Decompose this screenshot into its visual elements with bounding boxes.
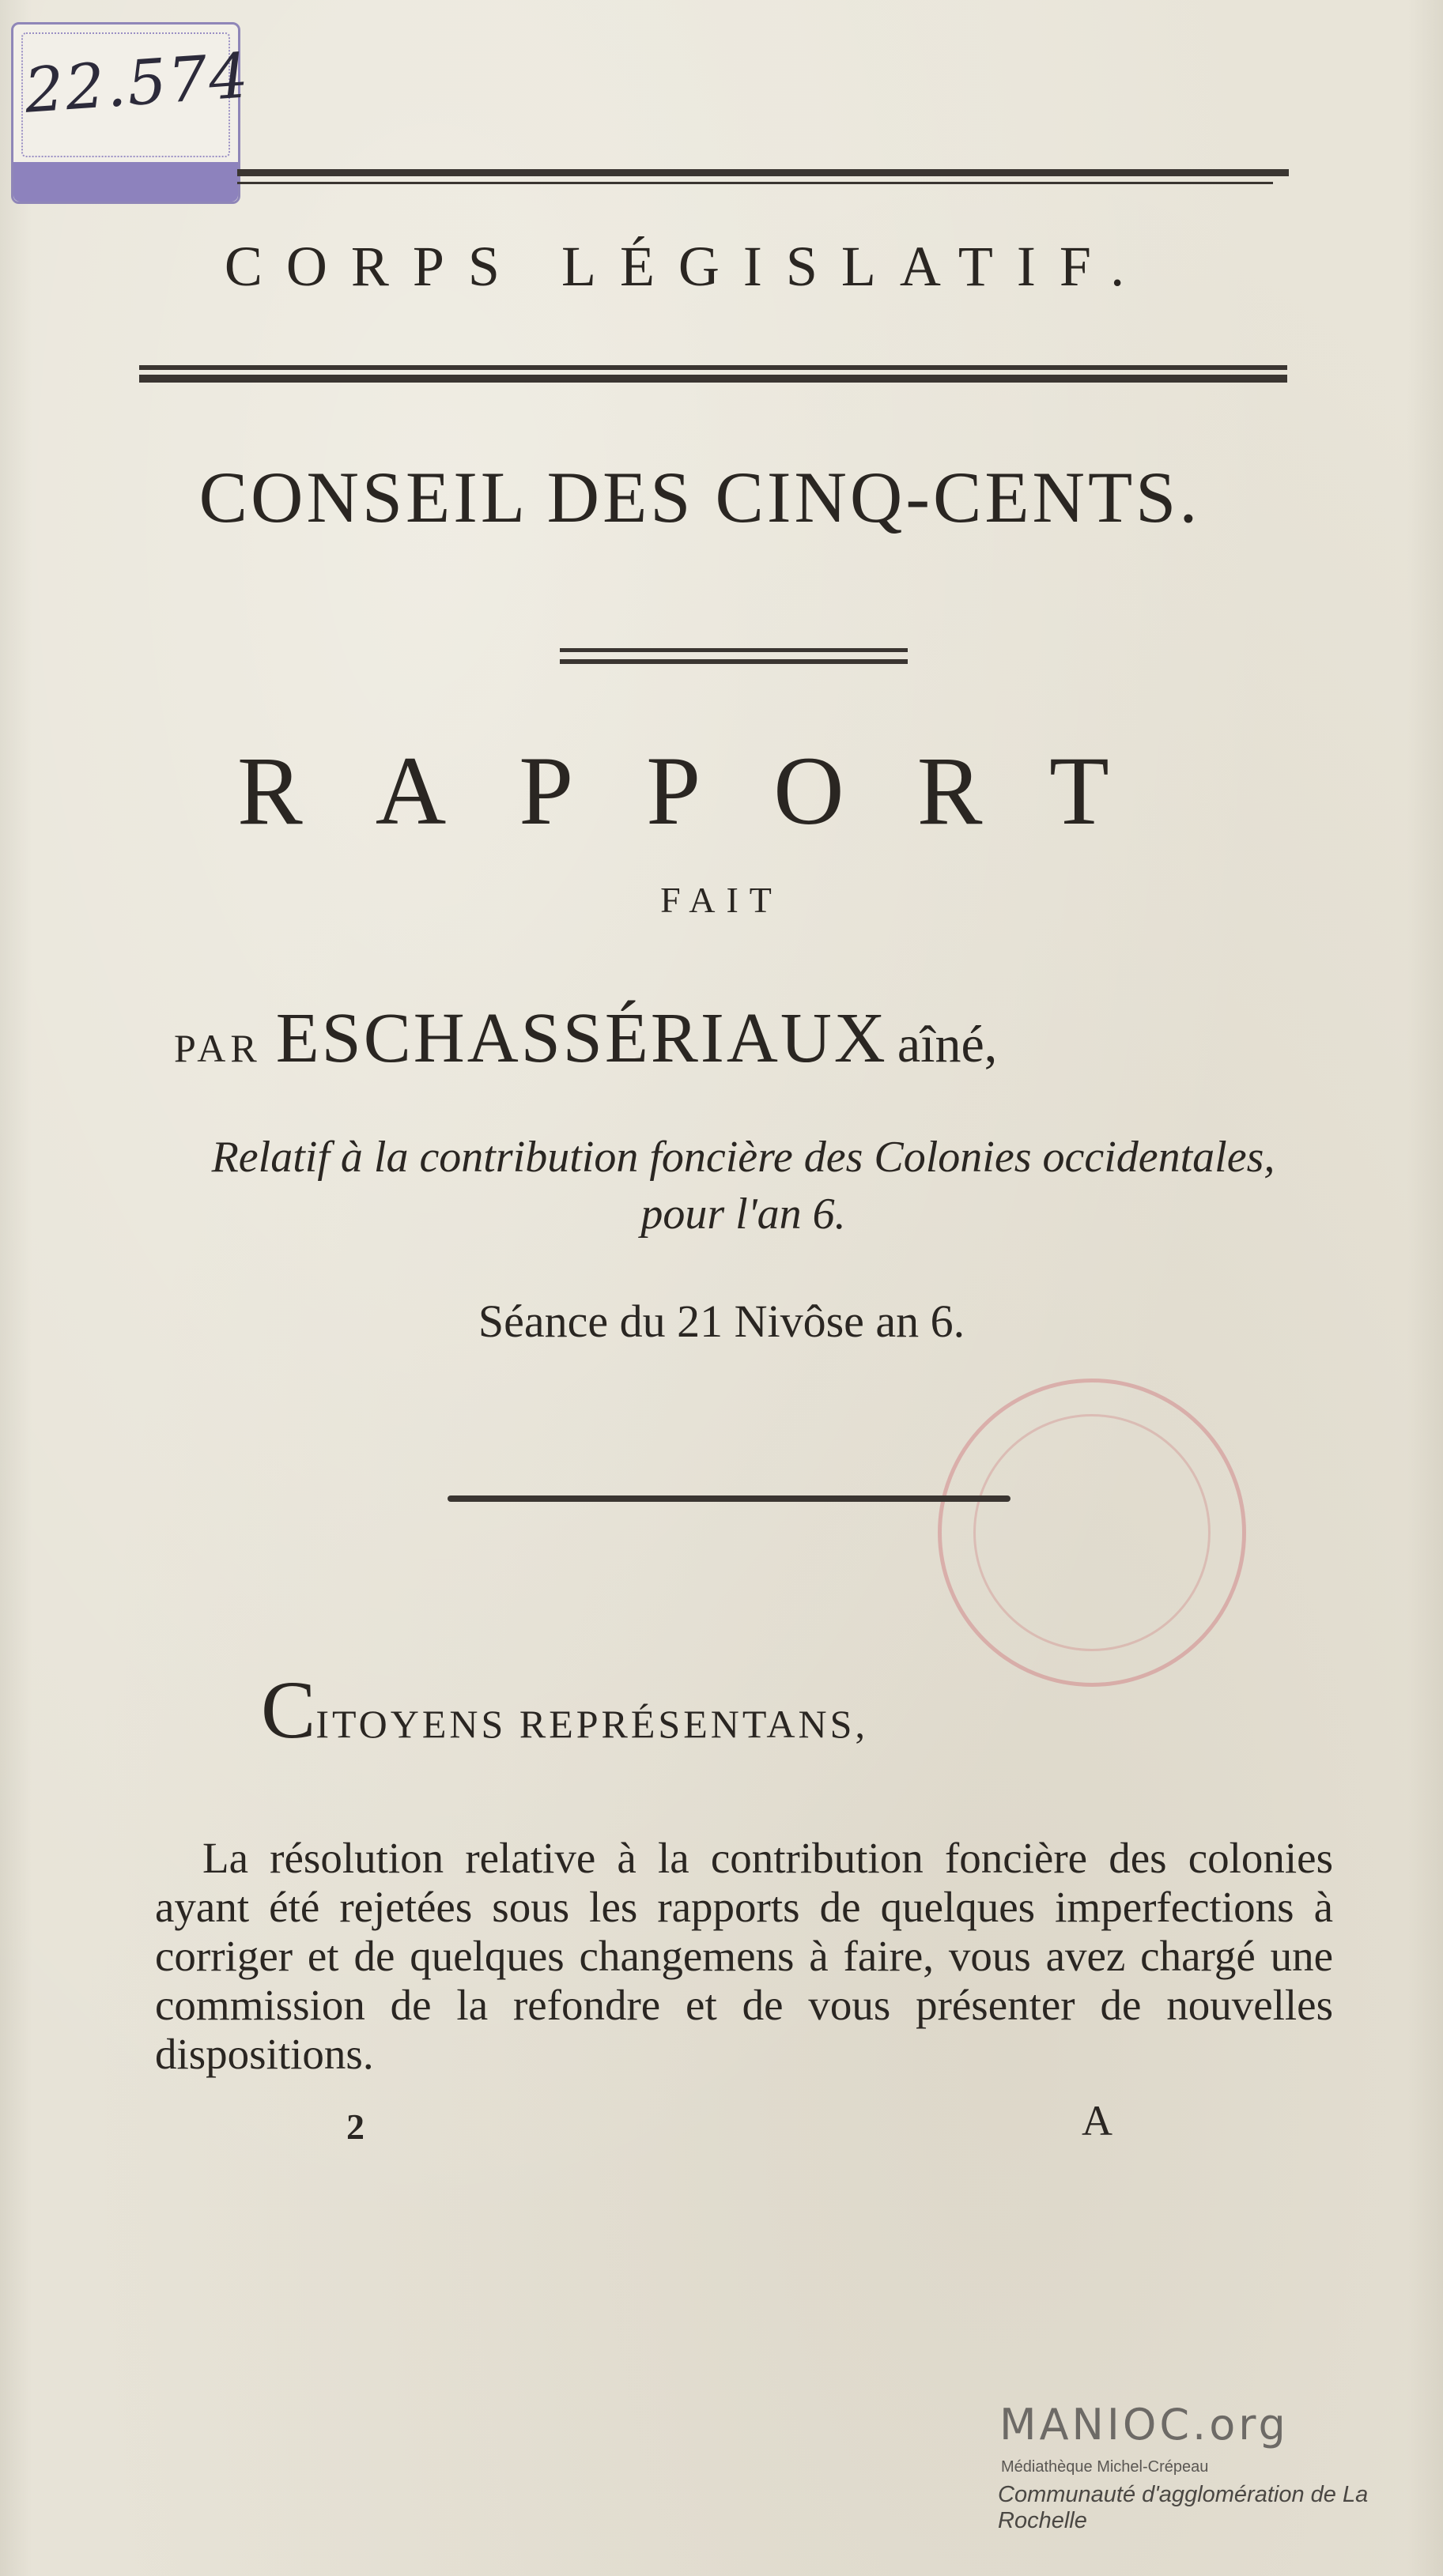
fait-label: FAIT	[660, 880, 783, 920]
manioc-logo: MANIOC.org	[999, 2400, 1289, 2450]
report-subject: Relatif à la contribution foncière des Colonies occidentales, pour l'an 6.	[211, 1133, 1275, 1239]
section-rule	[560, 648, 908, 652]
rapport-title: RAPPORT	[237, 737, 1182, 845]
body-rule	[448, 1495, 1010, 1502]
author-line	[174, 998, 1313, 1079]
community-credit: Communauté d'agglomération de La Rochelle	[998, 2482, 1369, 2533]
library-stamp	[938, 1379, 1246, 1687]
author-suffix: aîné,	[897, 1016, 998, 1073]
seance-date: Séance du 21 Nivôse an 6.	[478, 1296, 965, 1347]
header-rule-thick	[139, 375, 1287, 383]
library-shelf-label	[11, 22, 252, 204]
salutation	[261, 1663, 868, 1757]
salutation-text: ITOYENS REPRÉSENTANS,	[315, 1702, 868, 1746]
top-rule	[237, 169, 1289, 176]
signature-letter: A	[1082, 2097, 1112, 2144]
top-rule-thin	[237, 182, 1273, 184]
salutation-initial: C	[261, 1665, 316, 1756]
par-label: PAR	[174, 1026, 262, 1070]
conseil-heading: CONSEIL DES CINQ-CENTS.	[198, 457, 1201, 537]
signature-number: 2	[346, 2106, 365, 2147]
institution-credit: Médiathèque Michel-Crépeau	[1001, 2458, 1209, 2476]
section-rule-thin	[560, 659, 908, 664]
label-band	[13, 162, 238, 202]
header-rule	[139, 365, 1287, 370]
corps-legislatif-heading: CORPS LÉGISLATIF.	[224, 235, 1149, 298]
body-paragraph: La résolution relative à la contribution foncière des colonies ayant été rejetées sous les rapports de quelques imperfections à corriger et de quelques changemens à faire, vous avez chargé une commission de la refondre et de vous présenter de nouvelles dispositions.	[155, 1834, 1333, 2078]
shelf-mark: 22.574	[22, 40, 252, 127]
author-name: ESCHASSÉRIAUX	[275, 999, 888, 1077]
